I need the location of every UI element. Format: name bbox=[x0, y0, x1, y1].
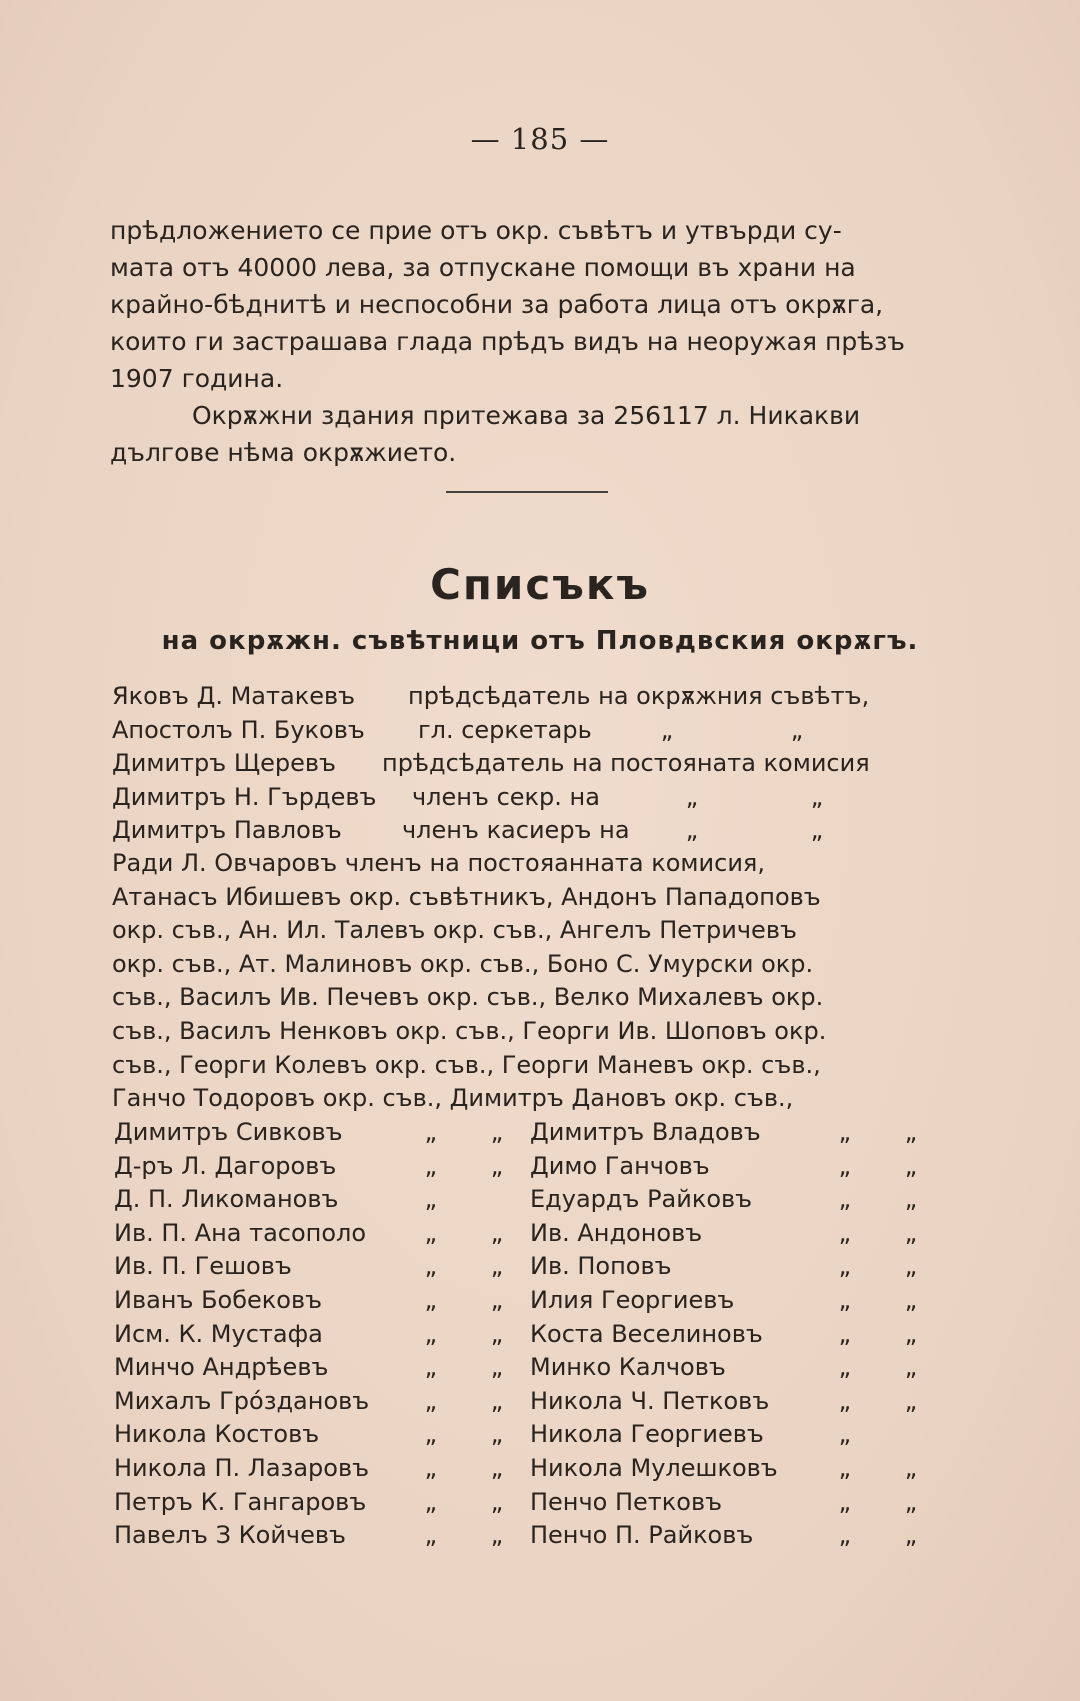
ditto-mark: „ bbox=[424, 1185, 438, 1214]
intro-text: 1907 година. bbox=[110, 364, 284, 393]
ditto-mark: „ bbox=[838, 1252, 852, 1281]
officer-row bbox=[112, 781, 942, 815]
ditto-mark: „ bbox=[490, 1285, 504, 1314]
ditto-mark: „ bbox=[490, 1319, 504, 1348]
ditto-mark: „ bbox=[904, 1353, 918, 1382]
list-subtitle: на окрѫжн. съвѣтници отъ Пловдвския окрѫгъ. bbox=[161, 626, 919, 656]
grid-row bbox=[114, 1519, 944, 1553]
officer-role: членъ касиеръ на bbox=[402, 816, 630, 844]
officer-name: Димитръ Щеревъ bbox=[112, 749, 336, 777]
intro-line bbox=[110, 212, 940, 249]
member-name: Иванъ Бобековъ bbox=[114, 1285, 323, 1314]
member-name: Петръ К. Гангаровъ bbox=[114, 1487, 367, 1516]
intro-text: мата отъ 40000 лева, за отпускане помощи въ храни на bbox=[110, 253, 856, 282]
ditto-mark: „ bbox=[838, 1118, 852, 1146]
member-name: Никола Костовъ bbox=[114, 1420, 320, 1449]
members-paragraph bbox=[112, 847, 942, 1116]
officer-name: Апостолъ П. Буковъ bbox=[112, 715, 365, 744]
ditto-mark: „ bbox=[904, 1453, 918, 1482]
officer-row bbox=[112, 680, 942, 714]
ditto-mark: „ bbox=[838, 1285, 852, 1314]
member-name: Исм. К. Мустафа bbox=[114, 1319, 323, 1348]
intro-line bbox=[110, 323, 940, 360]
ditto-mark: „ bbox=[904, 1118, 918, 1146]
grid-row bbox=[114, 1318, 944, 1352]
member-text: окр. съв., Ан. Ил. Талевъ окр. съв., Ангелъ Петричевъ bbox=[112, 916, 797, 945]
ditto-mark: „ bbox=[660, 715, 674, 744]
ditto-mark: „ bbox=[904, 1185, 918, 1214]
ditto-mark: „ bbox=[838, 1521, 852, 1550]
ditto-mark: „ bbox=[490, 1218, 504, 1247]
officer-role: прѣдсѣдатель на окрѫжния съвѣтъ, bbox=[408, 682, 870, 710]
ditto-mark: „ bbox=[838, 1487, 852, 1516]
ditto-mark: „ bbox=[424, 1252, 438, 1281]
ditto-mark: „ bbox=[424, 1386, 438, 1415]
intro-line bbox=[110, 397, 940, 434]
member-text: съв., Георги Колевъ окр. съв., Георги Маневъ окр. съв., bbox=[112, 1050, 821, 1079]
member-name: Никола Георгиевъ bbox=[529, 1420, 764, 1449]
intro-line bbox=[110, 286, 940, 323]
ditto-mark: „ bbox=[424, 1453, 438, 1482]
ditto-mark: „ bbox=[838, 1353, 852, 1382]
grid-row bbox=[114, 1452, 944, 1486]
ditto-mark: „ bbox=[490, 1151, 504, 1180]
officer-role: членъ секр. на bbox=[412, 782, 600, 811]
ditto-mark: „ bbox=[424, 1218, 438, 1247]
ditto-mark: „ bbox=[838, 1386, 852, 1415]
ditto-mark: „ bbox=[838, 1185, 852, 1214]
member-line bbox=[112, 847, 942, 881]
member-line bbox=[112, 981, 942, 1015]
member-name: Едуардъ Райковъ bbox=[529, 1185, 753, 1214]
member-text: Атанасъ Ибишевъ окр. съвѣтникъ, Андонъ Пападоповъ bbox=[112, 882, 821, 911]
member-text: съв., Василъ Ненковъ окр. съв., Георги Ив. Шоповъ окр. bbox=[112, 1016, 827, 1045]
grid-row bbox=[114, 1486, 944, 1520]
ditto-mark: „ bbox=[838, 1453, 852, 1482]
member-line bbox=[112, 1015, 942, 1049]
member-name: Минчо Андрѣевъ bbox=[114, 1353, 329, 1382]
ditto-mark: „ bbox=[490, 1118, 504, 1146]
ditto-mark: „ bbox=[490, 1386, 504, 1415]
officer-name: Димитръ Павловъ bbox=[112, 816, 342, 844]
grid-row bbox=[114, 1250, 944, 1284]
grid-row bbox=[114, 1351, 944, 1385]
members-grid bbox=[114, 1116, 944, 1553]
ditto-mark: „ bbox=[490, 1252, 504, 1281]
intro-line bbox=[110, 434, 940, 471]
ditto-mark: „ bbox=[904, 1285, 918, 1314]
member-line bbox=[112, 881, 942, 915]
ditto-mark: „ bbox=[904, 1151, 918, 1180]
member-line bbox=[112, 948, 942, 982]
member-name: Ив. Поповъ bbox=[529, 1252, 672, 1281]
page-number: — 185 — bbox=[470, 122, 610, 156]
member-name: Никола Ч. Петковъ bbox=[529, 1386, 770, 1415]
ditto-mark: „ bbox=[424, 1420, 438, 1449]
officer-row bbox=[112, 814, 942, 848]
officers-list bbox=[112, 680, 942, 848]
list-title: Списъкъ bbox=[430, 560, 650, 609]
member-name: Д-ръ Л. Дагоровъ bbox=[114, 1151, 337, 1180]
intro-text: прѣдложението се прие отъ окр. съвѣтъ и утвърди су- bbox=[110, 216, 842, 245]
ditto-mark: „ bbox=[904, 1487, 918, 1516]
member-text: окр. съв., Ат. Малиновъ окр. съв., Боно С. Умурски окр. bbox=[112, 949, 814, 978]
ditto-mark: „ bbox=[904, 1319, 918, 1348]
member-name: Д. П. Ликомановъ bbox=[114, 1185, 339, 1214]
ditto-mark: „ bbox=[424, 1521, 438, 1550]
member-name: Димо Ганчовъ bbox=[529, 1151, 710, 1180]
ditto-mark: „ bbox=[838, 1319, 852, 1348]
member-name: Михалъ Грóздановъ bbox=[114, 1386, 370, 1415]
ditto-mark: „ bbox=[685, 782, 699, 811]
grid-row bbox=[114, 1284, 944, 1318]
ditto-mark: „ bbox=[424, 1487, 438, 1516]
ditto-mark: „ bbox=[904, 1386, 918, 1415]
intro-text: които ги застрашава глада прѣдъ видъ на неоружая прѣзъ bbox=[110, 327, 905, 356]
intro-paragraph bbox=[110, 212, 940, 471]
officer-row bbox=[112, 714, 942, 748]
member-line bbox=[112, 1049, 942, 1083]
ditto-mark: „ bbox=[838, 1218, 852, 1247]
section-divider bbox=[446, 491, 608, 493]
intro-text: Окрѫжни здания притежава за 256117 л. Никакви bbox=[192, 401, 861, 430]
member-name: Илия Георгиевъ bbox=[529, 1285, 735, 1314]
ditto-mark: „ bbox=[838, 1151, 852, 1180]
member-name: Пенчо П. Райковъ bbox=[529, 1521, 754, 1550]
ditto-mark: „ bbox=[424, 1319, 438, 1348]
member-line bbox=[112, 914, 942, 948]
ditto-mark: „ bbox=[810, 782, 824, 811]
ditto-mark: „ bbox=[490, 1487, 504, 1516]
member-name: Димитръ Владовъ bbox=[529, 1118, 761, 1146]
ditto-mark: „ bbox=[810, 816, 824, 844]
ditto-mark: „ bbox=[424, 1151, 438, 1180]
ditto-mark: „ bbox=[490, 1353, 504, 1382]
member-line bbox=[112, 1082, 942, 1116]
member-name: Димитръ Сивковъ bbox=[114, 1118, 343, 1146]
member-name: Павелъ З Койчевъ bbox=[114, 1521, 346, 1550]
officer-role: гл. серкетарь bbox=[418, 715, 592, 744]
member-name: Ив. П. Ана тасополо bbox=[114, 1218, 367, 1247]
ditto-mark: „ bbox=[904, 1218, 918, 1247]
ditto-mark: „ bbox=[790, 715, 804, 744]
officer-row bbox=[112, 747, 942, 781]
ditto-mark: „ bbox=[490, 1420, 504, 1449]
member-name: Пенчо Петковъ bbox=[529, 1487, 723, 1516]
intro-text: крайно-бѣднитѣ и неспособни за работа лица отъ окрѫга, bbox=[110, 290, 884, 319]
member-text: Ради Л. Овчаровъ членъ на постояанната комисия, bbox=[112, 849, 765, 877]
grid-row bbox=[114, 1385, 944, 1419]
ditto-mark: „ bbox=[838, 1420, 852, 1449]
member-name: Коста Веселиновъ bbox=[529, 1319, 763, 1348]
member-name: Минко Калчовъ bbox=[529, 1353, 726, 1382]
ditto-mark: „ bbox=[904, 1252, 918, 1281]
officer-name: Димитръ Н. Гърдевъ bbox=[112, 782, 377, 811]
officer-name: Яковъ Д. Матакевъ bbox=[112, 682, 356, 710]
member-name: Никола Мулешковъ bbox=[529, 1453, 778, 1482]
ditto-mark: „ bbox=[685, 816, 699, 844]
ditto-mark: „ bbox=[490, 1521, 504, 1550]
ditto-mark: „ bbox=[424, 1118, 438, 1146]
grid-row bbox=[114, 1150, 944, 1184]
member-name: Никола П. Лазаровъ bbox=[114, 1453, 370, 1482]
grid-row bbox=[114, 1418, 944, 1452]
ditto-mark: „ bbox=[424, 1353, 438, 1382]
member-text: съв., Василъ Ив. Печевъ окр. съв., Велко Михалевъ окр. bbox=[112, 983, 824, 1012]
grid-row bbox=[114, 1217, 944, 1251]
intro-line bbox=[110, 249, 940, 286]
ditto-mark bbox=[464, 1183, 530, 1217]
member-name: Ив. П. Гешовъ bbox=[114, 1252, 292, 1281]
ditto-mark: „ bbox=[904, 1521, 918, 1550]
member-name: Ив. Андоновъ bbox=[529, 1218, 703, 1247]
officer-role: прѣдсѣдатель на постояната комисия bbox=[382, 749, 870, 777]
ditto-mark: „ bbox=[490, 1453, 504, 1482]
ditto-mark bbox=[878, 1418, 944, 1452]
ditto-mark: „ bbox=[424, 1285, 438, 1314]
member-text: Ганчо Тодоровъ окр. съв., Димитръ Дановъ окр. съв., bbox=[112, 1084, 794, 1113]
intro-text: дългове нѣма окрѫжието. bbox=[110, 438, 457, 467]
grid-row bbox=[114, 1183, 944, 1217]
grid-row bbox=[114, 1116, 944, 1150]
intro-line bbox=[110, 360, 940, 397]
